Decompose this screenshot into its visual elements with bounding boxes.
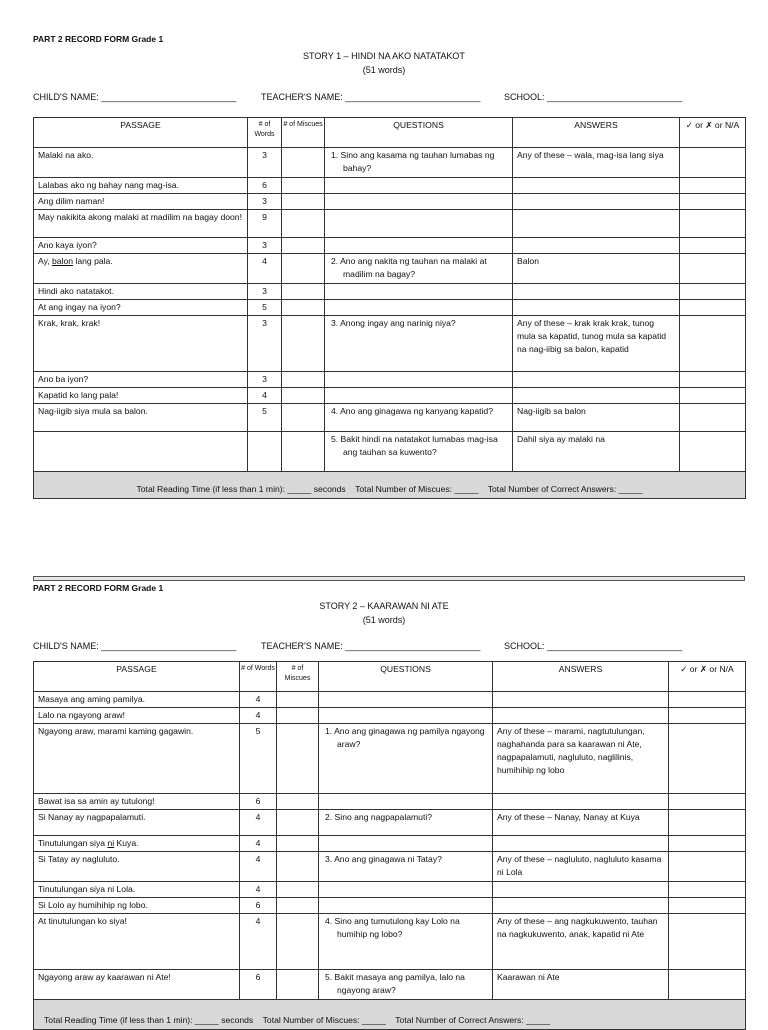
miscues-cell[interactable] [282, 316, 325, 372]
check-cell[interactable] [669, 692, 746, 708]
answer-cell [493, 692, 669, 708]
passage-cell [34, 432, 248, 472]
check-cell[interactable] [680, 210, 746, 238]
table-row [34, 254, 746, 284]
passage-cell: Bawat isa sa amin ay tutulong! [34, 794, 240, 810]
word-count-cell: 4 [240, 836, 277, 852]
word-count-cell: 6 [248, 178, 282, 194]
answer-cell [513, 300, 680, 316]
word-count-cell: 5 [248, 300, 282, 316]
question-cell [319, 836, 493, 852]
miscues-cell[interactable] [282, 372, 325, 388]
question-cell [319, 898, 493, 914]
table-row [34, 148, 746, 178]
miscues-cell[interactable] [277, 692, 319, 708]
passage-cell: Si Nanay ay nagpapalamuti. [34, 810, 240, 836]
check-cell[interactable] [680, 372, 746, 388]
passage-cell: Malaki na ako. [34, 148, 248, 178]
passage-cell: Ay, balon lang pala. [34, 254, 248, 284]
word-count-cell: 3 [248, 284, 282, 300]
table-row [34, 692, 746, 708]
word-count-cell: 6 [240, 794, 277, 810]
header-words: # of Words [240, 662, 277, 692]
question-cell [325, 210, 513, 238]
form-heading: PART 2 RECORD FORM Grade 1 [33, 34, 164, 44]
check-cell[interactable] [680, 388, 746, 404]
miscues-cell[interactable] [282, 284, 325, 300]
answer-cell [513, 194, 680, 210]
table-row [34, 316, 746, 372]
header-check: ✓ or ✗ or N/A [669, 662, 746, 692]
header-check: ✓ or ✗ or N/A [680, 118, 746, 148]
table-row [34, 372, 746, 388]
miscues-cell[interactable] [277, 914, 319, 970]
check-cell[interactable] [680, 404, 746, 432]
check-cell[interactable] [680, 284, 746, 300]
story-title: STORY 1 – HINDI NA AKO NATATAKOT [303, 51, 465, 61]
answer-cell: Any of these – nagluluto, nagluluto kasama ni Lola [493, 852, 669, 882]
answer-cell: Any of these – krak krak krak, tunog mula sa kapatid, tunog mula sa kapatid na nag-iibig sa balon, kapatid [513, 316, 680, 372]
check-cell[interactable] [680, 194, 746, 210]
totals-text: Total Reading Time (if less than 1 min): _____ seconds Total Number of Miscues: _____ Total Number of Correct Answers: _____ [34, 472, 746, 499]
header-passage: PASSAGE [34, 662, 240, 692]
form-heading: PART 2 RECORD FORM Grade 1 [33, 583, 164, 593]
header-words: # of Words [248, 118, 282, 148]
check-cell[interactable] [680, 432, 746, 472]
answer-cell: Kaarawan ni Ate [493, 970, 669, 1000]
check-cell[interactable] [680, 238, 746, 254]
passage-cell: Si Tatay ay nagluluto. [34, 852, 240, 882]
check-cell[interactable] [669, 708, 746, 724]
totals-text: Total Reading Time (if less than 1 min): _____ seconds Total Number of Miscues: _____ Total Number of Correct Answers: _____ [34, 1000, 746, 1030]
question-cell [319, 882, 493, 898]
table-row [34, 810, 746, 836]
answer-cell [513, 178, 680, 194]
answer-cell [493, 882, 669, 898]
word-count-cell: 4 [248, 388, 282, 404]
table-row [34, 194, 746, 210]
answer-cell [493, 708, 669, 724]
table-row [34, 210, 746, 238]
miscues-cell[interactable] [282, 254, 325, 284]
record-table [33, 117, 746, 499]
answer-cell [493, 794, 669, 810]
check-cell[interactable] [669, 836, 746, 852]
table-row [34, 238, 746, 254]
question-cell [325, 238, 513, 254]
header-answers: ANSWERS [493, 662, 669, 692]
check-cell[interactable] [669, 794, 746, 810]
totals-row [34, 472, 746, 499]
totals-row [34, 1000, 746, 1030]
header-miscues: # of Miscues [282, 118, 325, 148]
passage-cell: Si Lolo ay humihihip ng lobo. [34, 898, 240, 914]
teacher-name-field[interactable]: TEACHER'S NAME: ___________________________ [261, 92, 481, 102]
word-count-cell: 6 [240, 898, 277, 914]
passage-cell: Krak, krak, krak! [34, 316, 248, 372]
miscues-cell[interactable] [282, 404, 325, 432]
passage-cell: Hindi ako natatakot. [34, 284, 248, 300]
miscues-cell[interactable] [277, 724, 319, 794]
page-separator [33, 576, 745, 581]
check-cell[interactable] [680, 300, 746, 316]
passage-cell: Kapatid ko lang pala! [34, 388, 248, 404]
question-cell [325, 284, 513, 300]
passage-cell: Tinutulungan siya ni Lola. [34, 882, 240, 898]
word-count-cell: 3 [248, 148, 282, 178]
check-cell[interactable] [669, 852, 746, 882]
question-cell [325, 178, 513, 194]
miscues-cell[interactable] [277, 852, 319, 882]
table-row [34, 178, 746, 194]
passage-cell: Nag-iigib siya mula sa balon. [34, 404, 248, 432]
check-cell[interactable] [669, 882, 746, 898]
table-row [34, 836, 746, 852]
passage-cell: Masaya ang aming pamilya. [34, 692, 240, 708]
check-cell[interactable] [680, 148, 746, 178]
answer-cell: Any of these – marami, nagtutulungan, naghahanda para sa kaarawan ni Ate, nagpapalamuti, nagluluto, naglilinis, humihihip ng lobo [493, 724, 669, 794]
check-cell[interactable] [669, 970, 746, 1000]
passage-cell: May nakikita akong malaki at madilim na bagay doon! [34, 210, 248, 238]
question-cell [319, 794, 493, 810]
story-word-count: (51 words) [362, 615, 406, 625]
child-name-field[interactable]: CHILD'S NAME: ___________________________ [33, 641, 237, 651]
miscues-cell[interactable] [282, 300, 325, 316]
check-cell[interactable] [680, 316, 746, 372]
record-table [33, 661, 746, 1030]
word-count-cell: 3 [248, 316, 282, 372]
miscues-cell[interactable] [282, 210, 325, 238]
miscues-cell[interactable] [277, 882, 319, 898]
question-cell [325, 194, 513, 210]
miscues-cell[interactable] [277, 970, 319, 1000]
check-cell[interactable] [680, 178, 746, 194]
child-name-field[interactable]: CHILD'S NAME: ___________________________ [33, 92, 237, 102]
word-count-cell: 5 [248, 404, 282, 432]
passage-cell: Lalabas ako ng bahay nang mag-isa. [34, 178, 248, 194]
passage-cell: Ngayong araw ay kaarawan ni Ate! [34, 970, 240, 1000]
header-miscues: # of Miscues [277, 662, 319, 692]
question-cell [319, 708, 493, 724]
miscues-cell[interactable] [282, 194, 325, 210]
answer-cell: Any of these – ang nagkukuwento, tauhan na nagkukuwento, anak, kapatid ni Ate [493, 914, 669, 970]
answer-cell: Any of these – Nanay, Nanay at Kuya [493, 810, 669, 836]
word-count-cell: 6 [240, 970, 277, 1000]
answer-cell: Dahil siya ay malaki na [513, 432, 680, 472]
question-cell: 5. Bakit masaya ang pamilya, lalo na ngayong araw? [319, 970, 493, 1000]
table-row [34, 388, 746, 404]
header-answers: ANSWERS [513, 118, 680, 148]
passage-cell: At ang ingay na iyon? [34, 300, 248, 316]
answer-cell [513, 238, 680, 254]
school-field[interactable]: SCHOOL: ___________________________ [504, 641, 683, 651]
miscues-cell[interactable] [277, 836, 319, 852]
question-cell: 5. Bakit hindi na natatakot lumabas mag-isa ang tauhan sa kuwento? [325, 432, 513, 472]
teacher-name-field[interactable]: TEACHER'S NAME: ___________________________ [261, 641, 481, 651]
miscues-cell[interactable] [277, 898, 319, 914]
question-cell [325, 300, 513, 316]
miscues-cell[interactable] [282, 238, 325, 254]
school-field[interactable]: SCHOOL: ___________________________ [504, 92, 683, 102]
question-cell [319, 692, 493, 708]
passage-cell: Tinutulungan siya ni Kuya. [34, 836, 240, 852]
table-row [34, 404, 746, 432]
check-cell[interactable] [669, 914, 746, 970]
question-cell: 3. Anong ingay ang narinig niya? [325, 316, 513, 372]
question-cell [325, 388, 513, 404]
question-cell: 2. Sino ang nagpapalamuti? [319, 810, 493, 836]
passage-cell: Lalo na ngayong araw! [34, 708, 240, 724]
table-row [34, 914, 746, 970]
question-cell: 4. Ano ang ginagawa ng kanyang kapatid? [325, 404, 513, 432]
table-row [34, 882, 746, 898]
passage-cell: Ano kaya iyon? [34, 238, 248, 254]
answer-cell [513, 284, 680, 300]
passage-cell: Ano ba iyon? [34, 372, 248, 388]
passage-cell: Ngayong araw, marami kaming gagawin. [34, 724, 240, 794]
word-count-cell: 3 [248, 372, 282, 388]
word-count-cell: 4 [240, 882, 277, 898]
question-cell [325, 372, 513, 388]
answer-cell [493, 836, 669, 852]
answer-cell [513, 388, 680, 404]
check-cell[interactable] [669, 724, 746, 794]
miscues-cell[interactable] [277, 794, 319, 810]
miscues-cell[interactable] [282, 388, 325, 404]
word-count-cell: 4 [240, 692, 277, 708]
word-count-cell: 4 [248, 254, 282, 284]
table-row [34, 852, 746, 882]
answer-cell: Any of these – wala, mag-isa lang siya [513, 148, 680, 178]
word-count-cell: 4 [240, 852, 277, 882]
question-cell: 2. Ano ang nakita ng tauhan na malaki at madilim na bagay? [325, 254, 513, 284]
word-count-cell: 4 [240, 914, 277, 970]
word-count-cell: 9 [248, 210, 282, 238]
question-cell: 1. Sino ang kasama ng tauhan lumabas ng bahay? [325, 148, 513, 178]
word-count-cell: 4 [240, 810, 277, 836]
header-questions: QUESTIONS [325, 118, 513, 148]
word-count-cell [248, 432, 282, 472]
table-row [34, 898, 746, 914]
table-row [34, 300, 746, 316]
passage-cell: At tinutulungan ko siya! [34, 914, 240, 970]
check-cell[interactable] [680, 254, 746, 284]
question-cell: 3. Ano ang ginagawa ni Tatay? [319, 852, 493, 882]
miscues-cell[interactable] [277, 708, 319, 724]
story-title: STORY 2 – KAARAWAN NI ATE [319, 601, 449, 611]
miscues-cell[interactable] [282, 148, 325, 178]
table-row [34, 432, 746, 472]
answer-cell [513, 372, 680, 388]
miscues-cell[interactable] [282, 432, 325, 472]
header-passage: PASSAGE [34, 118, 248, 148]
miscues-cell[interactable] [277, 810, 319, 836]
passage-cell: Ang dilim naman! [34, 194, 248, 210]
answer-cell: Balon [513, 254, 680, 284]
question-cell: 4. Sino ang tumutulong kay Lolo na humihip ng lobo? [319, 914, 493, 970]
answer-cell [493, 898, 669, 914]
miscues-cell[interactable] [282, 178, 325, 194]
table-row [34, 284, 746, 300]
word-count-cell: 4 [240, 708, 277, 724]
word-count-cell: 3 [248, 194, 282, 210]
check-cell[interactable] [669, 898, 746, 914]
answer-cell [513, 210, 680, 238]
question-cell: 1. Ano ang ginagawa ng pamilya ngayong araw? [319, 724, 493, 794]
header-questions: QUESTIONS [319, 662, 493, 692]
table-row [34, 970, 746, 1000]
table-row [34, 794, 746, 810]
word-count-cell: 5 [240, 724, 277, 794]
table-row [34, 708, 746, 724]
check-cell[interactable] [669, 810, 746, 836]
table-row [34, 724, 746, 794]
story-word-count: (51 words) [362, 65, 406, 75]
answer-cell: Nag-iigib sa balon [513, 404, 680, 432]
word-count-cell: 3 [248, 238, 282, 254]
